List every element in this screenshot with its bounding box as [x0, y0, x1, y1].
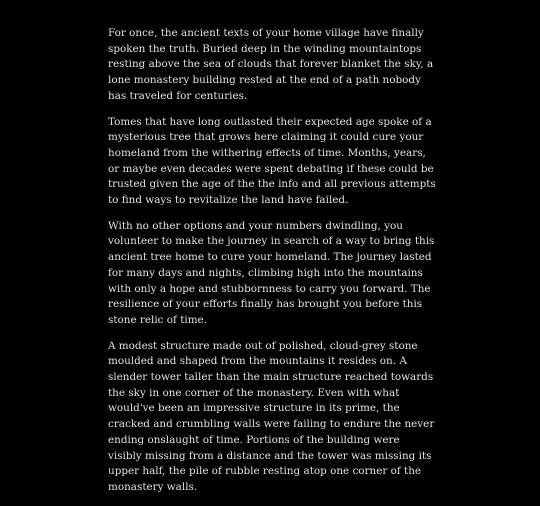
story-paragraph: For once, the ancient texts of your home village have finally spoken the truth. Buried deep in the winding mountaintops resting above the sea of clouds that forever blanket the sky, a lone monastery building rested at the end of a path nobody has traveled for centuries.	[108, 27, 434, 102]
story-paragraph: A modest structure made out of polished, cloud-grey stone moulded and shaped from the mountains it resides on. A slender tower taller than the main structure reached towards the sky in one corner of the monastery. Even with what would've been an impressive structure in its prime, the cracked and crumbling walls were failing to endure the never ending onslaught of time. Portions of the building were visibly missing from a distance and the tower was missing its upper half, the pile of rubble resting atop one corner of the monastery walls.	[108, 339, 435, 493]
story-paragraph: Tomes that have long outlasted their expected age spoke of a mysterious tree that grows here claiming it could cure your homeland from the withering effects of time. Months, years, or maybe even decades were spent debating if these could be trusted given the age of the the info and all previous attempts to find ways to revitalize the land have failed.	[108, 115, 436, 207]
story-paragraph: With no other options and your numbers dwindling, you volunteer to make the journey in search of a way to bring this ancient tree home to cure your homeland. The journey lasted for many days and nights, climbing high into the mountains with only a hope and stubbornness to carry you forward. The resilience of your efforts finally has brought you before this stone relic of time.	[108, 219, 435, 326]
story-text	[108, 26, 436, 506]
